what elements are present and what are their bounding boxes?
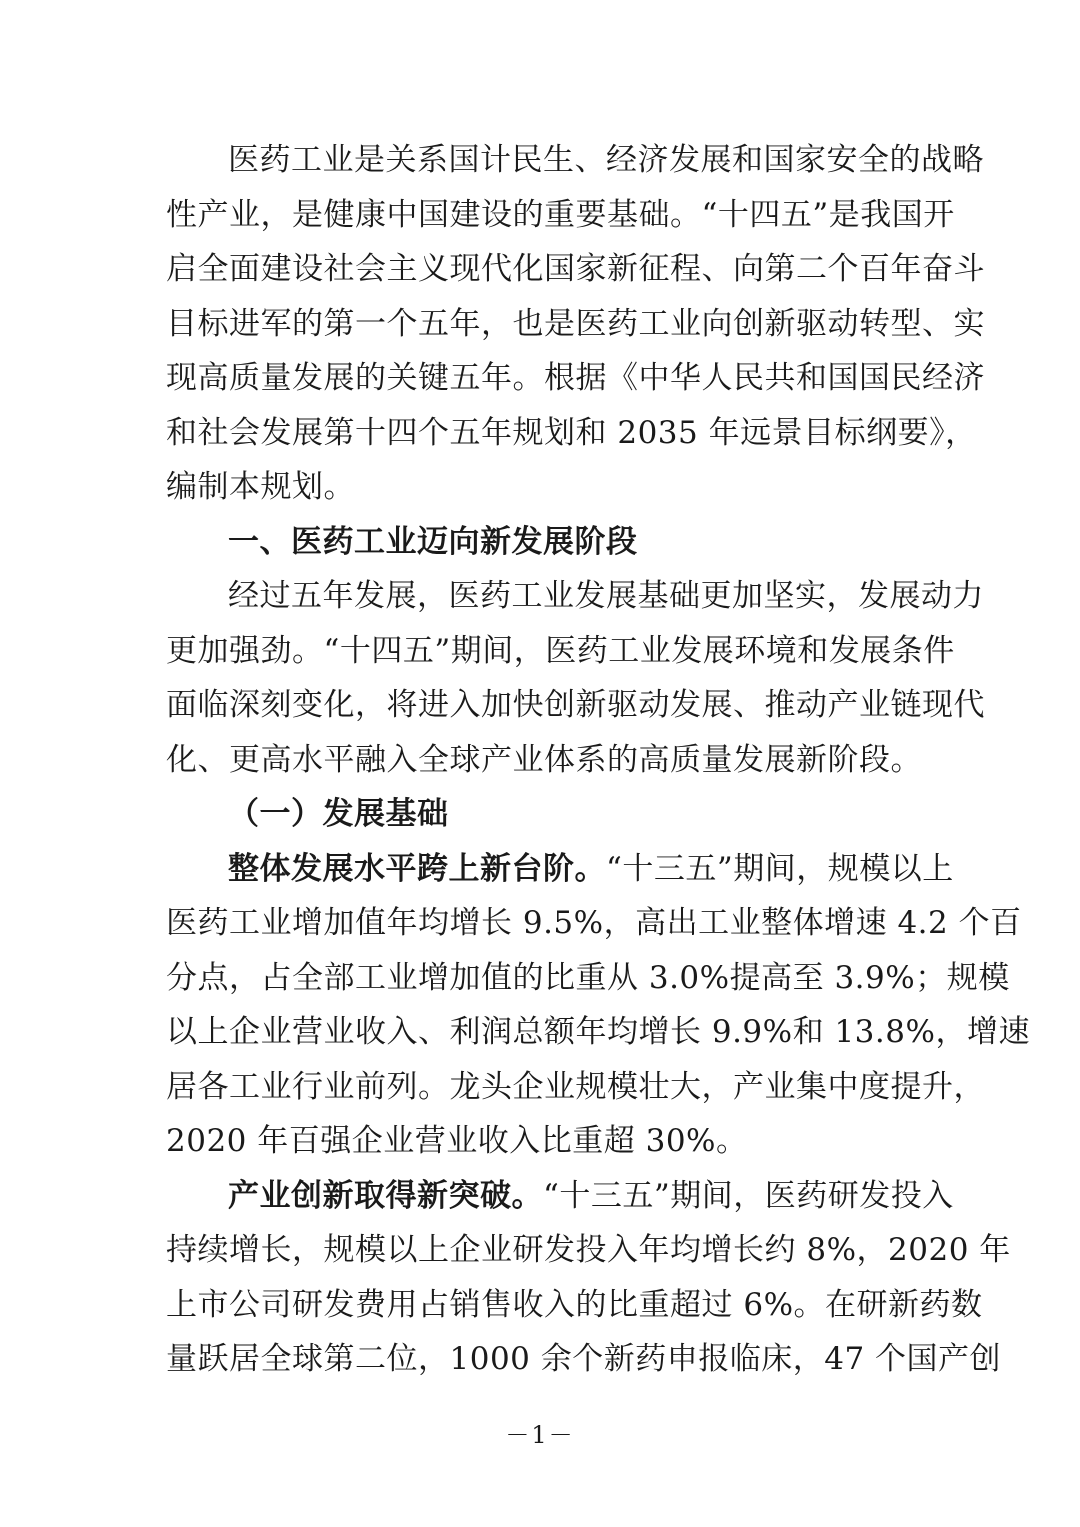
paragraph-4-lead-bold: 产业创新取得新突破。	[228, 1177, 543, 1214]
paragraph-1-line-1	[166, 133, 984, 188]
paragraph-3-line-3: 分点，占全部工业增加值的比重从 3.0%提高至 3.9%；规模	[166, 959, 1010, 996]
paragraph-3-line-2: 医药工业增加值年均增长 9.5%，高出工业整体增速 4.2 个百	[166, 905, 1022, 941]
subsection-heading	[166, 787, 916, 842]
section-heading	[166, 515, 916, 570]
paragraph-3-line-1	[166, 842, 954, 897]
paragraph-2-line-4: 化、更高水平融入全球产业体系的高质量发展新阶段。	[166, 741, 922, 778]
document-body	[166, 133, 1030, 1387]
paragraph-text: 经过五年发展，医药工业发展基础更加坚实，发展动力	[228, 578, 984, 614]
paragraph-1-line-5: 现高质量发展的关键五年。根据《中华人民共和国国民经济	[166, 360, 985, 396]
paragraph-2-line-2: 更加强劲。“十四五”期间，医药工业发展环境和发展条件	[166, 632, 955, 669]
paragraph-1-line-7: 编制本规划。	[166, 469, 355, 505]
paragraph-text: 医药工业是关系国计民生、经济发展和国家安全的战略	[228, 142, 984, 178]
paragraph-1-line-4: 目标进军的第一个五年，也是医药工业向创新驱动转型、实	[166, 305, 985, 342]
paragraph-3-lead-bold: 整体发展水平跨上新台阶。	[228, 850, 606, 887]
subsection-heading-text: （一）发展基础	[228, 796, 449, 832]
paragraph-4-line-2: 持续增长，规模以上企业研发投入年均增长约 8%，2020 年	[166, 1232, 1011, 1268]
page-number: －1－	[505, 1421, 575, 1449]
paragraph-2-line-3: 面临深刻变化，将进入加快创新驱动发展、推动产业链现代	[166, 687, 985, 723]
paragraph-4-line-1	[166, 1169, 954, 1224]
paragraph-1-line-6: 和社会发展第十四个五年规划和 2035 年远景目标纲要》，	[166, 414, 977, 451]
section-heading-text: 一、医药工业迈向新发展阶段	[228, 523, 638, 560]
paragraph-4-line-4: 量跃居全球第二位，1000 余个新药申报临床，47 个国产创	[166, 1341, 1002, 1377]
paragraph-3-line-4: 以上企业营业收入、利润总额年均增长 9.9%和 13.8%，增速	[166, 1014, 1030, 1050]
paragraph-3-line-6: 2020 年百强企业营业收入比重超 30%。	[166, 1123, 748, 1159]
paragraph-3-line-5: 居各工业行业前列。龙头企业规模壮大，产业集中度提升，	[166, 1068, 985, 1105]
paragraph-4-lead-rest: “十三五”期间，医药研发投入	[543, 1177, 954, 1214]
paragraph-2-line-1	[166, 569, 984, 624]
paragraph-4-line-3: 上市公司研发费用占销售收入的比重超过 6%。在研新药数	[166, 1286, 983, 1323]
paragraph-3-lead-rest: “十三五”期间，规模以上	[606, 850, 954, 887]
paragraph-1-line-2: 性产业，是健康中国建设的重要基础。“十四五”是我国开	[166, 196, 955, 233]
paragraph-1-line-3: 启全面建设社会主义现代化国家新征程、向第二个百年奋斗	[166, 251, 985, 287]
